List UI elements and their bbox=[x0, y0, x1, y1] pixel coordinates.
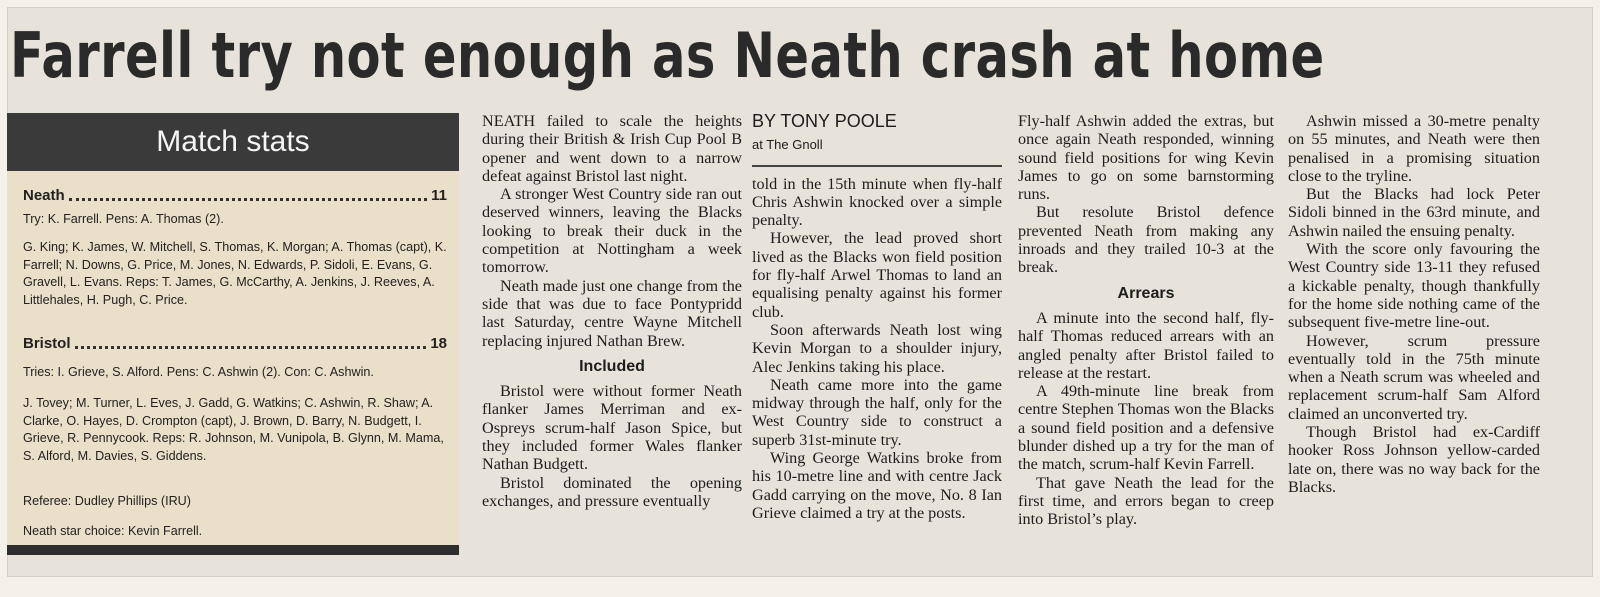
paragraph: NEATH failed to scale the heights during their British & Irish Cup Pool B opener and went down to a narrow defeat against Bristol last night. bbox=[482, 112, 742, 185]
paragraph: With the score only favouring the West Country side 13-11 they refused a kickable penalty, though thankfully for the home side nothing came of the subsequent five-metre line-out. bbox=[1288, 240, 1540, 332]
paragraph: But the Blacks had lock Peter Sidoli binned in the 63rd minute, and Ashwin nailed the ensuing penalty. bbox=[1288, 185, 1540, 240]
match-stats-box bbox=[7, 113, 459, 555]
subheading-arrears: Arrears bbox=[1117, 284, 1175, 302]
paragraph: told in the 15th minute when fly-half Chris Ashwin knocked over a simple penalty. bbox=[752, 174, 1002, 230]
bristol-lineup: J. Tovey; M. Turner, L. Eves, J. Gadd, G. Watkins; C. Ashwin, R. Shaw; A. Clarke, O. Hayes, D. Crompton (capt), J. Brown, D. Barry, N. Budgett, I. Grieve, R. Pennycook. Reps: R. Johnson, M. Vunipola, B. Glynn, M. Mama, S. Alford, M. Davies, S. Giddens. bbox=[23, 396, 444, 463]
paragraph: But resolute Bristol defence prevented Neath from making any inroads and they trailed 10-3 at the break. bbox=[1018, 203, 1274, 277]
paragraph: Bristol were without former Neath flanker James Merriman and ex-Ospreys scrum-half Jason Spice, but they included former Wales flanker Nathan Budgett. bbox=[482, 382, 742, 474]
paragraph: However, scrum pressure eventually told in the 75th minute when a Neath scrum was wheeled and replacement scrum-half Sam Alford claimed an unconverted try. bbox=[1288, 331, 1540, 423]
subheading-included: Included bbox=[579, 357, 645, 375]
paragraph: Ashwin missed a 30-metre penalty on 55 minutes, and Neath were then penalised in a promising situation close to the tryline. bbox=[1288, 112, 1540, 185]
bristol-scorers: Tries: I. Grieve, S. Alford. Pens: C. Ashwin (2). Con: C. Ashwin. bbox=[23, 365, 374, 379]
paragraph: Neath made just one change from the side that was due to face Pontypridd last Saturday, centre Wayne Mitchell replacing injured Nathan Brew. bbox=[482, 276, 742, 350]
paragraph: That gave Neath the lead for the first time, and errors began to creep into Bristol’s play. bbox=[1018, 473, 1274, 529]
paragraph: However, the lead proved short lived as the Blacks won field position for fly-half Arwel Thomas to land an equalising penalty against his former club. bbox=[752, 229, 1002, 321]
paragraph: A stronger West Country side ran out deserved winners, leaving the Blacks looking to break their duck in the competition at Nottingham a week tomorrow. bbox=[482, 185, 742, 277]
referee-line: Referee: Dudley Phillips (IRU) bbox=[23, 494, 191, 508]
neath-team-name: Neath bbox=[23, 187, 65, 204]
paragraph: A minute into the second half, fly-half Thomas reduced arrears with an angled penalty after Bristol failed to release at the restart. bbox=[1018, 308, 1274, 382]
dotted-leader bbox=[69, 198, 427, 201]
neath-score-line bbox=[23, 187, 447, 205]
paragraph: Wing George Watkins broke from his 10-metre line and with centre Jack Gadd carrying on the move, No. 8 Ian Grieve claimed a try at the posts. bbox=[752, 449, 1002, 522]
article-column-3 bbox=[1018, 112, 1274, 529]
headline: Farrell try not enough as Neath crash at home bbox=[10, 19, 1325, 92]
match-stats-title: Match stats bbox=[7, 113, 459, 171]
bristol-score: 18 bbox=[430, 335, 447, 352]
paragraph: Though Bristol had ex-Cardiff hooker Ross Johnson yellow-carded late on, there was no way back for the Blacks. bbox=[1288, 423, 1540, 496]
article-column-1 bbox=[482, 112, 742, 510]
neath-scorers: Try: K. Farrell. Pens: A. Thomas (2). bbox=[23, 212, 224, 226]
venue: at The Gnoll bbox=[752, 137, 823, 153]
paragraph: Fly-half Ashwin added the extras, but once again Neath responded, winning sound field positions for wing Kevin James to go on some barnstorming runs. bbox=[1018, 112, 1274, 204]
stats-footer-bar bbox=[7, 545, 459, 555]
paragraph: A 49th-minute line break from centre Stephen Thomas won the Blacks a sound field position and a defensive blunder dished up a try for the man of the match, scrum-half Kevin Farrell. bbox=[1018, 382, 1274, 474]
neath-score: 11 bbox=[431, 187, 447, 204]
article-column-4 bbox=[1288, 112, 1540, 496]
article-column-2 bbox=[752, 112, 1002, 522]
byline: BY TONY POOLE bbox=[752, 111, 897, 131]
byline-rule bbox=[752, 165, 1002, 167]
dotted-leader bbox=[75, 346, 427, 349]
paragraph: Bristol dominated the opening exchanges, and pressure eventually bbox=[482, 473, 742, 510]
paragraph: Soon afterwards Neath lost wing Kevin Morgan to a shoulder injury, Alec Jenkins taking his place. bbox=[752, 320, 1002, 376]
star-choice-line: Neath star choice: Kevin Farrell. bbox=[23, 524, 203, 538]
neath-lineup: G. King; K. James, W. Mitchell, S. Thomas, K. Morgan; A. Thomas (capt), K. Farrell; N. Downs, G. Price, M. Jones, N. Edwards, P. Sidoli, E. Evans, G. Gravell, L. Evans. Reps: T. James, G. McCarthy, A. Jenkins, J. Reeves, A. Littlehales, H. Pugh, C. Price. bbox=[23, 240, 447, 307]
bristol-team-name: Bristol bbox=[23, 335, 71, 352]
paragraph: Neath came more into the game midway through the half, only for the West Country side to construct a superb 31st-minute try. bbox=[752, 375, 1002, 449]
bristol-score-line bbox=[23, 335, 447, 353]
